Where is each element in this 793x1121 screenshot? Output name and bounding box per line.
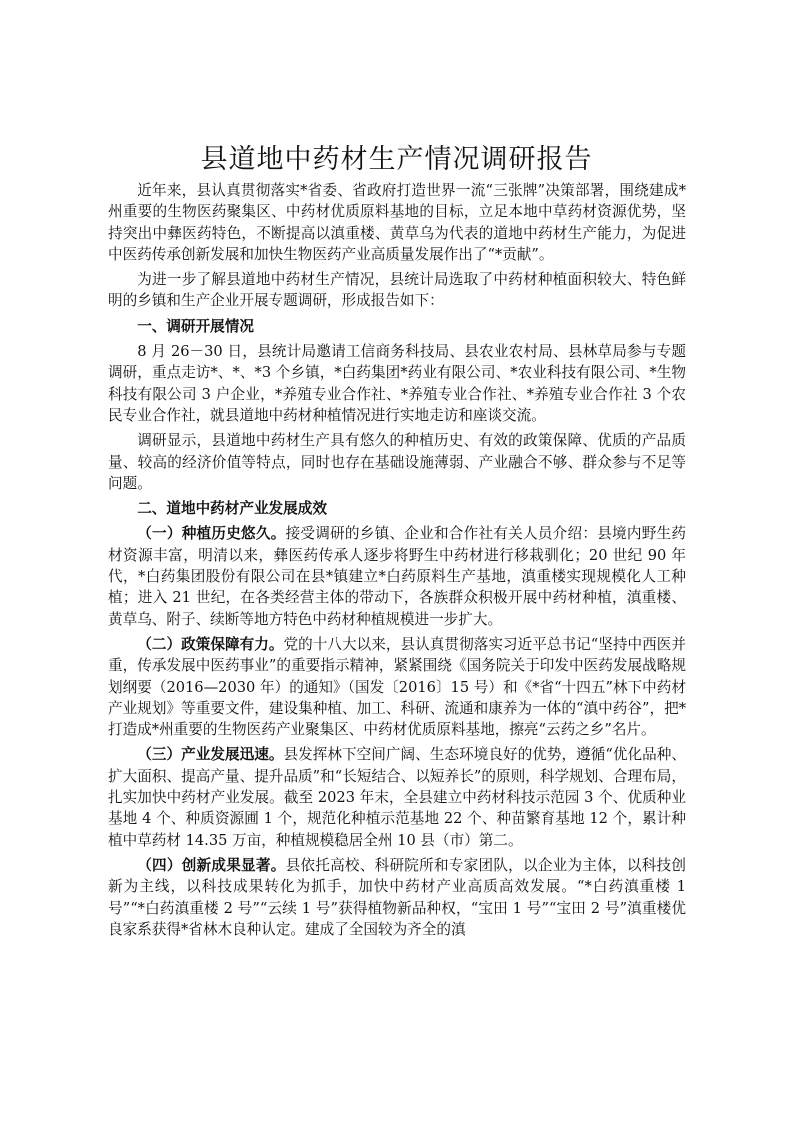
section-1-paragraph-1: 8 月 26－30 日，县统计局邀请工信商务科技局、县农业农村局、县林草局参与专题调研，重点走访*、*、*3 个乡镇，*白药集团*药业有限公司、*农业科技有限公司、*生物科技有限公司 3 户企业，*养殖专业合作社、*养殖专业合作社、*养殖专业合作社 3 个农民专业合作社，就县道地中药材种植情况进行实地走访和座谈交流。 xyxy=(108,343,686,424)
item-1-paragraph xyxy=(108,523,686,629)
intro-paragraph-1: 近年来，县认真贯彻落实*省委、省政府打造世界一流“三张牌”决策部署，围绕建成*州重要的生物医药聚集区、中药材优质原料基地的目标，立足本地中草药材资源优势，坚持突出中彝医药特色，不断提高以滇重楼、黄草乌为代表的道地中药材生产能力，为促进中医药传承创新发展和加快生物医药产业高质量发展作出了“*贡献”。 xyxy=(108,182,686,263)
item-3-lead: （三）产业发展迅速。 xyxy=(137,746,284,764)
item-4-lead: （四）创新成果显著。 xyxy=(137,856,286,874)
document-title: 县道地中药材生产情况调研报告 xyxy=(200,144,593,175)
item-4-paragraph xyxy=(108,855,686,940)
item-4-text: 县依托高校、科研院所和专家团队，以企业为主体，以科技创新为主线，以科技成果转化为抓手，加快中药材产业高质高效发展。“*白药滇重楼 1 号”“*白药滇重楼 2 号”“云续 1 号”获得植物新品种权，“宝田 1 号”“宝田 2 号”滇重楼优良家系获得*省林木良种认定。建成了全国较为齐全的滇 xyxy=(108,856,686,938)
item-3-paragraph xyxy=(108,744,686,850)
document-body xyxy=(108,180,686,944)
item-3-text: 县发挥林下空间广阔、生态环境良好的优势，遵循“优化品种、扩大面积、提高产量、提升品质”和“长短结合、以短养长”的原则，科学规划、合理布局，扎实加快中药材产业发展。截至 2023 年末，全县建立中药材科技示范园 3 个、优质种业基地 4 个、种质资源圃 1 个，规范化种植示范基地 22 个、种苗繁育基地 12 个，累计种植中草药材 14.35 万亩，种植规模稳居全州 10 县（市）第二。 xyxy=(108,746,686,849)
section-1-paragraph-2: 调研显示，县道地中药材生产具有悠久的种植历史、有效的政策保障、优质的产品质量、较高的经济价值等特点，同时也存在基础设施薄弱、产业融合不够、群众参与不足等问题。 xyxy=(108,432,686,492)
item-1-lead: （一）种植历史悠久。 xyxy=(137,525,286,543)
item-1-text: 接受调研的乡镇、企业和合作社有关人员介绍：县境内野生药材资源丰富，明清以来，彝医药传承人逐步将野生中药材进行移栽驯化；20 世纪 90 年代，*白药集团股份有限公司在县*镇建立*白药原料生产基地，滇重楼实现规模化人工种植；进入 21 世纪，在各类经营主体的带动下，各族群众积极开展中药材种植，滇重楼、黄草乌、附子、续断等地方特色中药材种植规模进一步扩大。 xyxy=(108,525,686,628)
item-2-text: 党的十八大以来，县认真贯彻落实习近平总书记“坚持中西医并重，传承发展中医药事业”的重要指示精神，紧紧围绕《国务院关于印发中医药发展战略规划纲要（2016—2030 年）的通知》（国发〔2016〕15 号）和《*省“十四五”林下中药材产业规划》等重要文件，建设集种植、加工、科研、流通和康养为一体的“滇中药谷”，把*打造成*州重要的生物医药产业聚集区、中药材优质原料基地，擦亮“云药之乡”名片。 xyxy=(108,635,686,739)
item-2-lead: （二）政策保障有力。 xyxy=(137,635,284,653)
section-2-heading: 二、道地中药材产业发展成效 xyxy=(137,500,327,518)
intro-paragraph-2: 为进一步了解县道地中药材生产情况，县统计局选取了中药材种植面积较大、特色鲜明的乡镇和生产企业开展专题调研，形成报告如下： xyxy=(108,271,686,310)
item-2-paragraph xyxy=(108,634,686,740)
section-1-heading: 一、调研开展情况 xyxy=(137,317,254,335)
